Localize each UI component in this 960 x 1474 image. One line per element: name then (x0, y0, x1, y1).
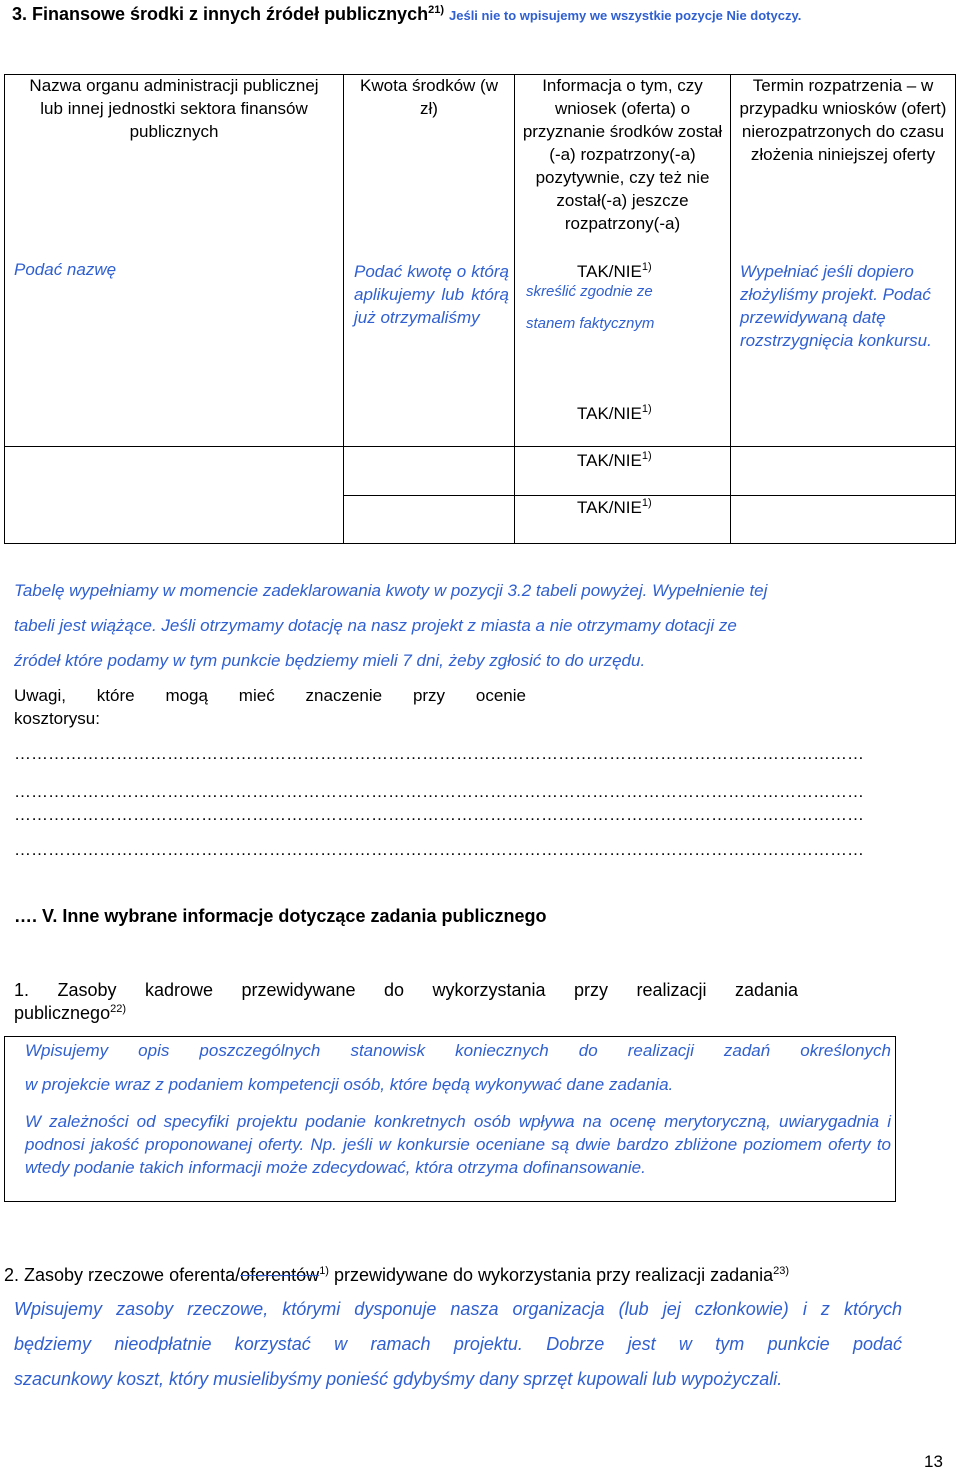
cell-status-tak-nie-3: TAK/NIE$^{1)}$ (577, 497, 652, 517)
col-header-status: Informacja o tym, czy wniosek (oferta) o przyznanie środków został (-a) rozpatrzony(-a) pozytywnie, czy też nie został(-a) jeszcze rozpatrzony(-a) (522, 76, 723, 233)
item2-heading: 2. Zasoby rzeczowe oferenta/oferentów$^{1)}$ przewidywane do wykorzystania przy realizacji zadania$^{23)}$ (4, 1265, 790, 1285)
item1-line-1: 1. Zasoby kadrowe przewidywane do wykorzystania przy realizacji zadania (14, 980, 798, 1000)
heading-footnote: 21) (428, 4, 444, 16)
item2-line-2: będziemy nieodpłatnie korzystać w ramach projektu. Dobrze jest w tym punkcie podać (14, 1334, 902, 1354)
col-header-deadline: Termin rozpatrzenia – w przypadku wniosków (ofert) nierozpatrzonych do czasu złożenia niniejszej oferty (739, 76, 947, 164)
box-line-1: Wpisujemy opis poszczególnych stanowisk koniecznych do realizacji zadań określonych (25, 1041, 891, 1060)
col-header-amount: Kwota środków (w zł) (360, 76, 498, 118)
dotted-line: …………………………………………………………………………………………………………………………………… (14, 840, 864, 859)
remarks-line-1: Uwagi, które mogą mieć znaczenie przy ocenie (14, 686, 526, 705)
cell-status-note-a: skreślić zgodnie ze (526, 283, 653, 300)
remarks-line-2: kosztorysu: (14, 709, 100, 728)
cell-status-tak-nie: TAK/NIE$^{1)}$ (577, 261, 652, 281)
heading-note: Jeśli nie to wpisujemy we wszystkie pozycje Nie dotyczy. (449, 8, 802, 23)
instruction-line-3: źródeł które podamy w tym punkcie będziemy mieli 7 dni, żeby zgłosić to do urzędu. (14, 651, 646, 670)
section-v-title: …. V. Inne wybrane informacje dotyczące zadania publicznego (14, 906, 547, 926)
staff-resources-box[interactable] (4, 1036, 896, 1202)
dotted-line: …………………………………………………………………………………………………………………………………… (14, 805, 864, 824)
page-number: 13 (924, 1452, 943, 1471)
dotted-line: …………………………………………………………………………………………………………………………………… (14, 744, 864, 763)
item2-line-3: szacunkowy koszt, który musielibyśmy ponieść gdybyśmy dany sprzęt kupowali lub wypożyczali. (14, 1369, 783, 1389)
instruction-line-2: tabeli jest wiążące. Jeśli otrzymamy dotację na nasz projekt z miasta a nie otrzymamy dotacji ze (14, 616, 737, 635)
cell-organ-name: Podać nazwę (14, 260, 117, 279)
item1-line-2: publicznego$^{22)}$ (14, 1003, 126, 1023)
item2-line-1: Wpisujemy zasoby rzeczowe, którymi dysponuje nasza organizacja (lub jej członkowie) i z których (14, 1299, 902, 1319)
section-heading (12, 4, 801, 25)
instruction-line-1: Tabelę wypełniamy w momencie zadeklarowania kwoty w pozycji 3.2 tabeli powyżej. Wypełnienie tej (14, 581, 768, 600)
cell-status-tak-nie-1: TAK/NIE$^{1)}$ (577, 403, 652, 423)
cell-status-note-b: stanem faktycznym (526, 315, 655, 332)
cell-deadline-hint: Wypełniać jeśli dopiero złożyliśmy projekt. Podać przewidywaną datę rozstrzygnięcia konkursu. (740, 262, 932, 350)
cell-amount-hint: Podać kwotę o którą aplikujemy lub którą już otrzymaliśmy (354, 262, 509, 327)
box-line-2: w projekcie wraz z podaniem kompetencji osób, które będą wykonywać dane zadania. (25, 1075, 674, 1094)
cell-status-tak-nie-2: TAK/NIE$^{1)}$ (577, 450, 652, 470)
col-header-organ: Nazwa organu administracji publicznej lub innej jednostki sektora finansów publicznych (29, 76, 319, 141)
public-funds-table (4, 74, 956, 544)
dotted-line: …………………………………………………………………………………………………………………………………… (14, 782, 864, 801)
box-paragraph-2: W zależności od specyfiki projektu podanie konkretnych osób wpływa na ocenę merytoryczną, uwiarygadnia i podnosi jakość proponowanej oferty. Np. jeśli w konkursie oceniane są dwie bardzo zbliżone poziomem oferty to wtedy podanie takich informacji może zdecydować, która otrzyma dofinansowanie. (25, 1112, 891, 1177)
heading-title: 3. Finansowe środki z innych źródeł publicznych (12, 4, 429, 24)
